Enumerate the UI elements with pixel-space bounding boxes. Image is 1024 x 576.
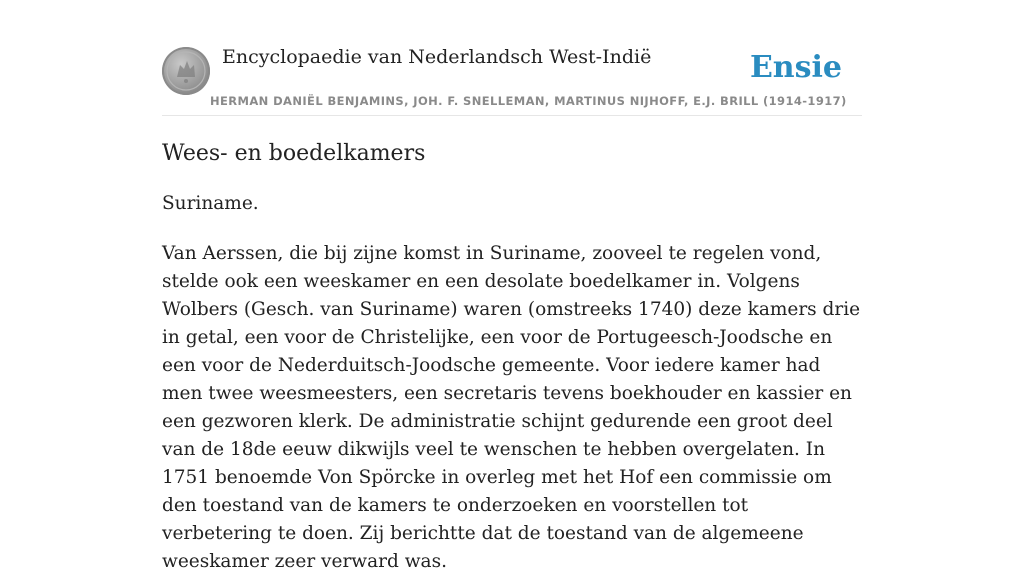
article-body: Van Aerssen, die bij zijne komst in Suriname, zooveel te regelen vond, stelde ook een weeskamer en een desolate boedelkamer in. Volgens Wolbers (Gesch. van Suriname) waren (omstreeks 1740) deze kamers drie in getal, een voor de Christelijke, een voor de Portugeesch-Joodsche en een voor de Nederduitsch-Joodsche gemeente. Voor iedere kamer had men twee weesmeesters, een secretaris tevens boekhouder en kassier en een gezworen klerk. De administratie schijnt gedurende een groot deel van de 18de eeuw dikwijls veel te wenschen te hebben overgelaten. In 1751 benoemde Von Spörcke in overleg met het Hof een commissie om den toestand van de kamers te onderzoeken en voorstellen tot verbetering te doen. Zij berichtte dat de toestand van de algemeene weeskamer zeer verward was. [162, 243, 861, 572]
site-header [162, 40, 862, 116]
coin-emblem-icon [162, 47, 210, 95]
article-subtitle: Suriname. [162, 193, 259, 214]
authors-line: HERMAN DANIËL BENJAMINS, JOH. F. SNELLEMAN, MARTINUS NIJHOFF, E.J. BRILL (1914-1917) [210, 94, 847, 108]
article-title: Wees- en boedelkamers [162, 141, 426, 166]
coin-icon[interactable] [162, 47, 210, 95]
brand-logo-link[interactable]: Ensie [749, 50, 842, 85]
book-title-link[interactable]: Encyclopaedie van Nederlandsch West-Indië [222, 46, 652, 68]
